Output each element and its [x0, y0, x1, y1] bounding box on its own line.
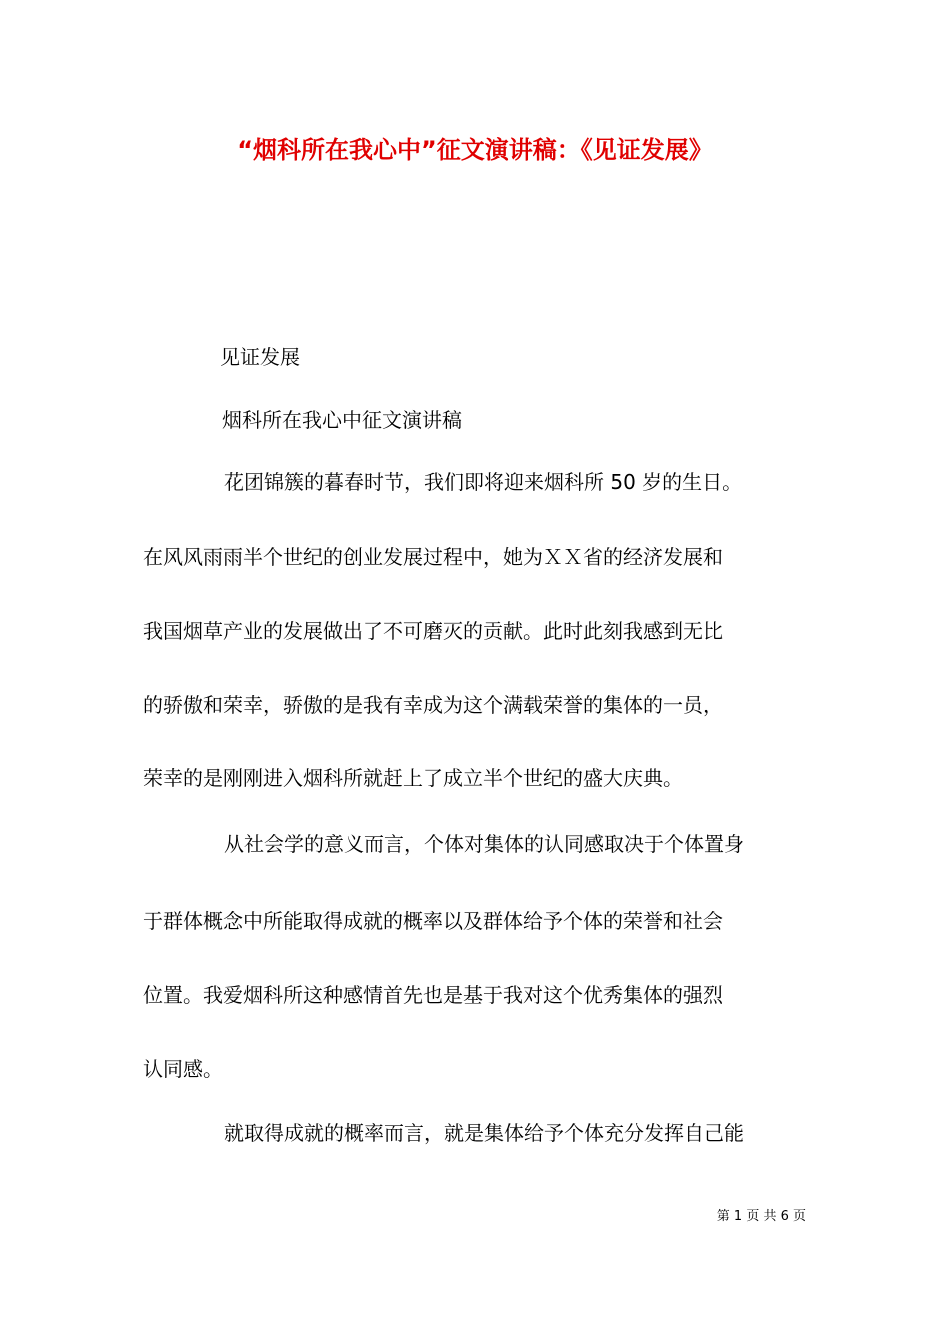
paragraph-line: 就取得成就的概率而言，就是集体给予个体充分发挥自己能 [224, 1121, 744, 1145]
paragraph-line: 荣幸的是刚刚进入烟科所就赶上了成立半个世纪的盛大庆典。 [143, 766, 683, 790]
paragraph-line: 从社会学的意义而言，个体对集体的认同感取决于个体置身 [224, 832, 744, 856]
paragraph-line: 我国烟草产业的发展做出了不可磨灭的贡献。此时此刻我感到无比 [143, 619, 723, 643]
paragraph-line: 在风风雨雨半个世纪的创业发展过程中，她为ＸＸ省的经济发展和 [143, 545, 723, 569]
paragraph-line: 于群体概念中所能取得成就的概率以及群体给予个体的荣誉和社会 [143, 909, 723, 933]
subtitle-line: 烟科所在我心中征文演讲稿 [222, 408, 462, 432]
paragraph-line: 认同感。 [143, 1057, 223, 1081]
paragraph-line: 位置。我爱烟科所这种感情首先也是基于我对这个优秀集体的强烈 [143, 983, 723, 1007]
section-heading: 见证发展 [220, 345, 300, 369]
document-title: “烟科所在我心中”征文演讲稿：《见证发展》 [237, 136, 713, 164]
page-number: 第 1 页 共 6 页 [716, 1209, 806, 1224]
paragraph-line: 的骄傲和荣幸，骄傲的是我有幸成为这个满载荣誉的集体的一员， [143, 693, 723, 717]
paragraph-line: 花团锦簇的暮春时节，我们即将迎来烟科所 50 岁的生日。 [224, 470, 743, 494]
